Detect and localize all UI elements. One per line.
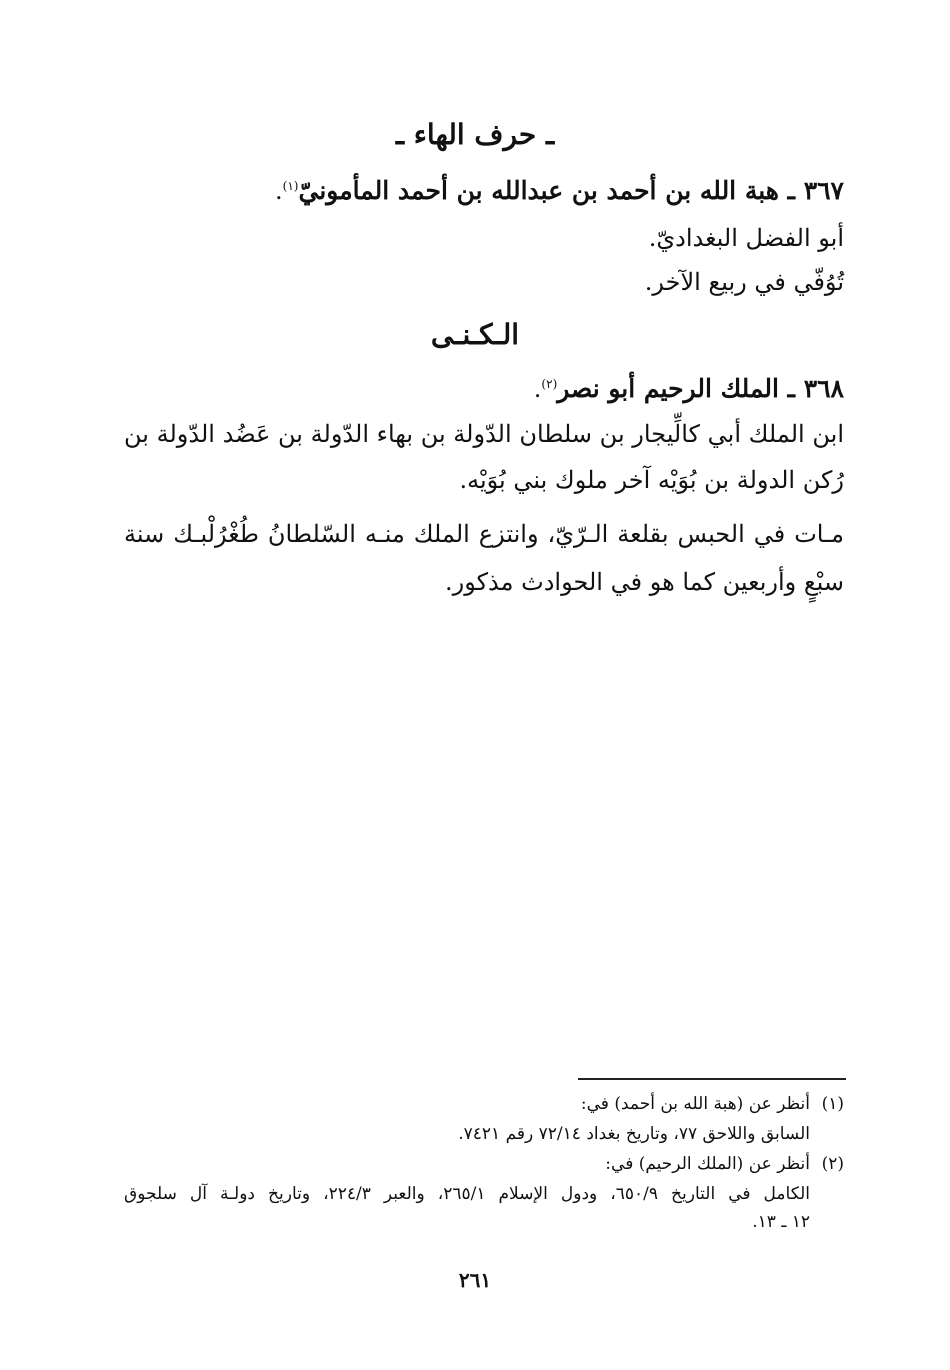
kuna-heading: الـكـنـى: [430, 318, 520, 351]
entry-368-para2-line-1: مـات في الحبس بقلعة الـرّيّ، وانتزع الملك منـه السّلطانُ طُغْرُلْبـك سنة: [124, 520, 844, 548]
footnote-2-text: أنظر عن (الملك الرحيم) في:: [605, 1154, 810, 1174]
footnote-2-line-3: ١٢ ـ ١٣.: [752, 1212, 810, 1232]
entry-367-title: [124, 176, 844, 205]
entry-368-para1-line-2: رُكن الدولة بن بُوَيْه آخر ملوك بني بُوَيْه.: [459, 466, 844, 494]
footnote-1-line-2: السابق واللاحق ٧٧، وتاريخ بغداد ٧٢/١٤ رقم ٧٤٢١.: [458, 1124, 810, 1144]
footnote-separator: [578, 1078, 846, 1080]
entry-368-title-end: .: [533, 375, 542, 403]
entry-368-para2-line-2: سبْعٍ وأربعين كما هو في الحوادث مذكور.: [445, 568, 844, 596]
entry-367-title-end: .: [275, 177, 283, 205]
footnote-1-number: (١): [821, 1094, 844, 1114]
entry-368-title-text: ٣٦٨ ـ الملك الرحيم أبو نصر: [557, 374, 844, 403]
entry-367-line-2: تُوُفّي في ربيع الآخر.: [644, 268, 844, 296]
entry-367-title-text: ٣٦٧ ـ هبة الله بن أحمد بن عبدالله بن أحمد المأمونيّ: [298, 176, 844, 205]
footnote-2-line-2: الكامل في التاريخ ٦٥٠/٩، ودول الإسلام ٢٦٥/١، والعبر ٢٢٤/٣، وتاريخ دولـة آل سلجوق: [124, 1184, 810, 1204]
page-number: ٢٦١: [458, 1268, 492, 1292]
footnote-1-text: أنظر عن (هبة الله بن أحمد) في:: [580, 1094, 810, 1114]
entry-368-para1-line-1: ابن الملك أبي كالِّيجار بن سلطان الدّولة بن بهاء الدّولة بن عَضُد الدّولة بن: [124, 420, 844, 448]
footnote-2-line-1: [124, 1154, 844, 1174]
entry-368-title: [124, 374, 844, 403]
footnote-ref-1: (١): [282, 179, 299, 193]
section-heading: ـ حرف الهاء ـ: [395, 118, 555, 151]
entry-367-line-1: أبو الفضل البغداديّ.: [648, 224, 844, 252]
footnote-2-number: (٢): [821, 1154, 844, 1174]
footnote-1-line-1: [124, 1094, 844, 1114]
footnote-ref-2: (٢): [541, 377, 558, 391]
